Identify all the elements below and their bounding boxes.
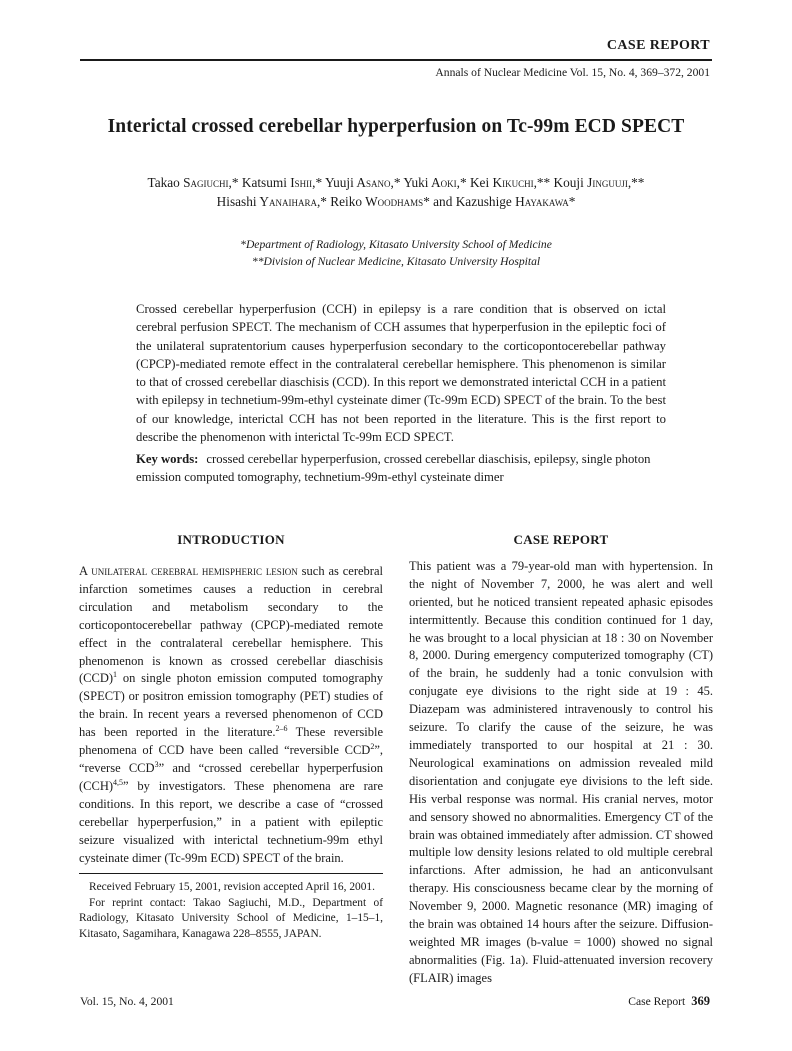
affiliations (80, 236, 712, 270)
footnote-reprint: For reprint contact: Takao Sagiuchi, M.D., Department of Radiology, Kitasato University School of Medicine, 1–15–1, Kitasato, Sagamihara, Kanagawa 228–8555, JAPAN. (79, 896, 383, 940)
author-name: Katsumi Ishii,* (241, 175, 325, 190)
introduction-column (79, 532, 383, 867)
case-report-column (409, 532, 713, 988)
page-number: 369 (691, 994, 710, 1008)
author-name: Reiko Woodhams* and (330, 194, 456, 209)
header-rule (80, 59, 712, 61)
footer-page: Case Report 369 (628, 994, 710, 1008)
affiliation-1: *Department of Radiology, Kitasato University School of Medicine (240, 238, 552, 251)
footnotes (79, 880, 383, 942)
abstract: Crossed cerebellar hyperperfusion (CCH) in epilepsy is a rare condition that is observed on ictal cerebral perfusion SPECT. The mechanism of CCH assumes that hyperperfusion in the epileptic foci of the unilateral supratentorium causes hyperperfusion secondary to the corticopontocerebellar pathway (CPCP)-mediated remote effect in the contralateral cerebellar hemisphere. This phenomenon is similar to that of crossed cerebellar diaschisis (CCD). In this report we demonstrated interictal CCH in a patient with epilepsy in technetium-99m-ethyl cysteinate dimer (Tc-99m ECD) SPECT of the brain. To the best of our knowledge, interictal CCH has not been reported in the literature. This is the first report to describe the phenomenon with interictal Tc-99m ECD SPECT. (136, 302, 666, 445)
introduction-heading: INTRODUCTION (177, 532, 285, 547)
case-report-heading: CASE REPORT (513, 532, 609, 547)
affiliation-2: **Division of Nuclear Medicine, Kitasato University Hospital (251, 255, 541, 268)
journal-citation: Annals of Nuclear Medicine Vol. 15, No. 4, 369–372, 2001 (435, 66, 710, 79)
author-list (80, 173, 712, 211)
footnote-rule (79, 873, 383, 874)
author-name: Hisashi Yanaihara,* (216, 194, 331, 209)
keywords-text: crossed cerebellar hyperperfusion, crossed cerebellar diaschisis, epilepsy, single photon emission computed tomography, technetium-99m-ethyl cysteinate dimer (136, 452, 651, 485)
case-report-text: This patient was a 79-year-old man with hypertension. In the night of November 7, 2000, he was alert and well oriented, but he noticed transient repeated aphasic episodes intermittently. Because this condition continued for 1 day, he was brought to a local physician at 18 : 30 on November 8, 2000. During emergency computerized tomography (CT) of the brain, he suddenly had a tonic convulsion with conjugate eye divisions to the right side at 19 : 45. Diazepam was administered intravenously to control his seizure. To clarify the cause of the seizure, he was immediately transported to our hospital at 21 : 30. Neurological examinations on admission revealed mild disorientation and conjugate eye divisions to the left side. His verbal response was normal. His cranial nerves, motor and sensory showed no abnormalities. Emergency CT of the brain was obtained immediately after admission. CT showed multiple low density lesions related to old multiple cerebral infarctions. After admission, he had an anticonvulsant therapy. His consciousness became clear by the morning of November 9, 2000. Magnetic resonance (MR) imaging of the brain was obtained 14 hours after the seizure. Diffusion-weighted MR images (b-value = 1000) showed no signal abnormalities (Fig. 1a). Fluid-attenuated inversion recovery (FLAIR) images (409, 558, 713, 985)
section-kicker: CASE REPORT (606, 38, 710, 53)
author-name: Kouji Jinguuji,** (553, 175, 645, 190)
keywords (136, 450, 666, 487)
author-name: Kazushige Hayakawa* (455, 194, 576, 209)
footnote-received: Received February 15, 2001, revision accepted April 16, 2001. (89, 881, 375, 893)
keywords-label: Key words: (136, 452, 199, 466)
author-name: Yuuji Asano,* (324, 175, 404, 190)
article-title: Interictal crossed cerebellar hyperperfusion on Tc-99m ECD SPECT (107, 116, 685, 137)
footer-volume: Vol. 15, No. 4, 2001 (80, 995, 174, 1008)
author-name: Yuki Aoki,* (403, 175, 470, 190)
author-name: Kei Kikuchi,** (469, 175, 554, 190)
author-name: Takao Sagiuchi,* (147, 175, 242, 190)
introduction-text: A unilateral cerebral hemispheric lesion such as cerebral infarction sometimes causes a reduction in cerebral circulation and metabolism secondary to the corticopontocerebellar pathway (CPCP)-mediated remote effect in the contralateral cerebellar hemisphere. This phenomenon is known as crossed cerebellar diaschisis (CCD)$^1$ on single photon emission computed tomography (SPECT) or positron emission tomography (PET) studies of the brain. In recent years a reversed phenomenon of CCD has been reported in the literature.$^{2-6}$ These reversible phenomena of CCD have been called “reversible CCD$^2$”, “reverse CCD$^3$” and “crossed cerebellar hyperperfusion (CCH)$^{4,5}$” by investigators. These phenomena are rare conditions. In this report, we describe a case of “crossed cerebellar hyperperfusion,” in a patient with epileptic seizure visualized with interictal technetium-99m ethyl cysteinate dimer (Tc-99m ECD) SPECT of the brain. (79, 564, 383, 865)
